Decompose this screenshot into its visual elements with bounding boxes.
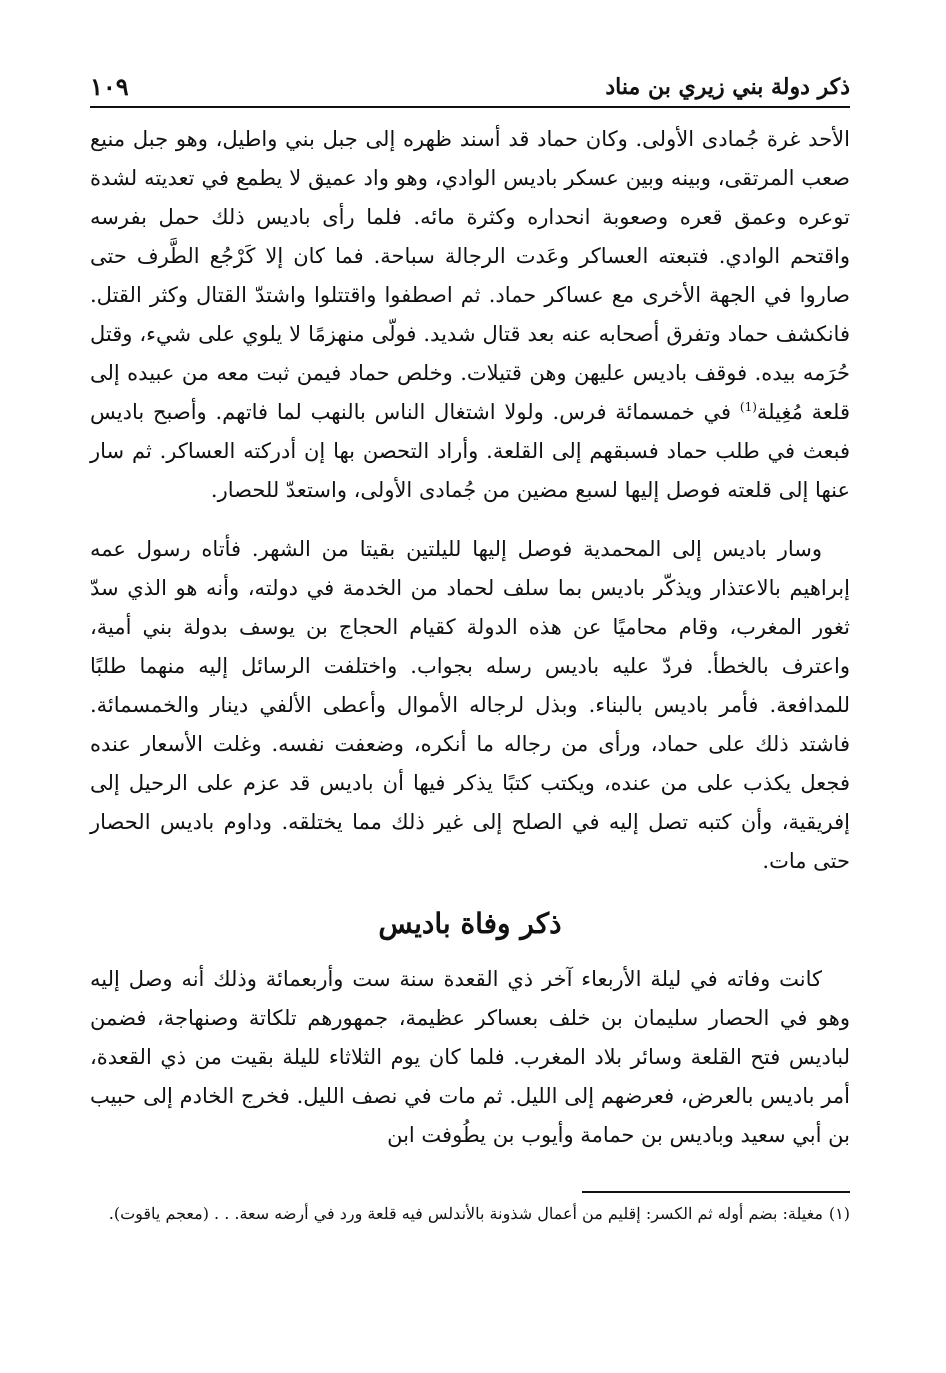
page-number: ١٠٩ (90, 72, 129, 101)
footnote-text: مغيلة: بضم أوله ثم الكسر: إقليم من أعمال شذونة بالأندلس فيه قلعة ورد في أرضه سعة. . . (معجم ياقوت). (108, 1204, 823, 1223)
footnote-reference: (1) (739, 400, 757, 414)
section-heading: ذكر وفاة باديس (378, 907, 562, 940)
section-paragraph: كانت وفاته في ليلة الأربعاء آخر ذي القعدة سنة ست وأربعمائة وذلك أنه وصل إليه وهو في الحصار سليمان بن خلف بعساكر عظيمة، جمهورهم تلكاتة وصنهاجة، فضمن لباديس فتح القلعة وسائر بلاد المغرب. فلما كان يوم الثلاثاء لليلة بقيت من ذي القعدة، أمر باديس بالعرض، فعرضهم إلى الليل. ثم مات في نصف الليل. فخرج الخادم إلى حبيب بن أبي سعيد وباديس بن حمامة وأيوب بن يطُوفت ابن (90, 967, 850, 1147)
footnote-divider (582, 1191, 850, 1193)
paragraph-1-continuation: في خمسمائة فرس. ولولا اشتغال الناس بالنهب لما فاتهم. وأصبح باديس فبعث في طلب حماد فسبقهم إلى القلعة. وأراد التحصن بها إن أدركته العساكر. ثم سار عنها إلى قلعته فوصل إليها لسبع مضين من جُمادى الأولى، واستعدّ للحصار. (90, 400, 850, 502)
footnote-marker: (١) (828, 1204, 850, 1223)
footnote (90, 1199, 850, 1229)
paragraph-1 (90, 120, 850, 510)
running-header (90, 60, 850, 108)
running-title: ذكر دولة بني زيري بن مناد (605, 74, 850, 100)
book-page (90, 60, 850, 1320)
paragraph-1-text: الأحد غرة جُمادى الأولى. وكان حماد قد أسند ظهره إلى جبل بني واطيل، وهو جبل منيع صعب المرتقى، وبينه وبين عسكر باديس الوادي، وهو واد عميق لا يطمع في تعديته لشدة توعره وعمق قعره وصعوبة انحداره وكثرة مائه. فلما رأى باديس ذلك حمل بفرسه واقتحم الوادي. فتبعته العساكر وعَدت الرجالة سباحة. فما كان إلا كَرْجُع الطَّرف حتى صاروا في الجهة الأخرى مع عساكر حماد. ثم اصطفوا واقتتلوا واشتدّ القتال وكثر القتل. فانكشف حماد وتفرق أصحابه عنه بعد قتال شديد. فولّى منهزمًا لا يلوي على شيء، وقتل حُرَمه بيده. فوقف باديس عليهن وهن قتيلات. وخلص حماد فيمن ثبت معه من عبيده إلى قلعة مُغِيلة (90, 127, 850, 424)
paragraph-2: وسار باديس إلى المحمدية فوصل إليها لليلتين بقيتا من الشهر. فأتاه رسول عمه إبراهيم بالاعتذار ويذكّر باديس بما سلف لحماد من الخدمة في دولته، وأنه هو الذي سدّ ثغور المغرب، وقام محاميًا عن هذه الدولة كقيام الحجاج بن يوسف بدولة بني أمية، واعترف بالخطأ. فردّ عليه باديس رسله بجواب. واختلفت الرسائل إليه منهما طلبًا للمدافعة. فأمر باديس بالبناء. وبذل لرجاله الأموال وأعطى الألفي دينار والخمسمائة. فاشتد ذلك على حماد، ورأى من رجاله ما أنكره، وضعفت نفسه. وغلت الأسعار عنده فجعل يكذب على من عنده، ويكتب كتبًا يذكر فيها أن باديس قد عزم على الرحيل إلى إفريقية، وأن كتبه تصل إليه في الصلح إلى غير ذلك مما يختلقه. وداوم باديس الحصار حتى مات. (90, 537, 850, 873)
